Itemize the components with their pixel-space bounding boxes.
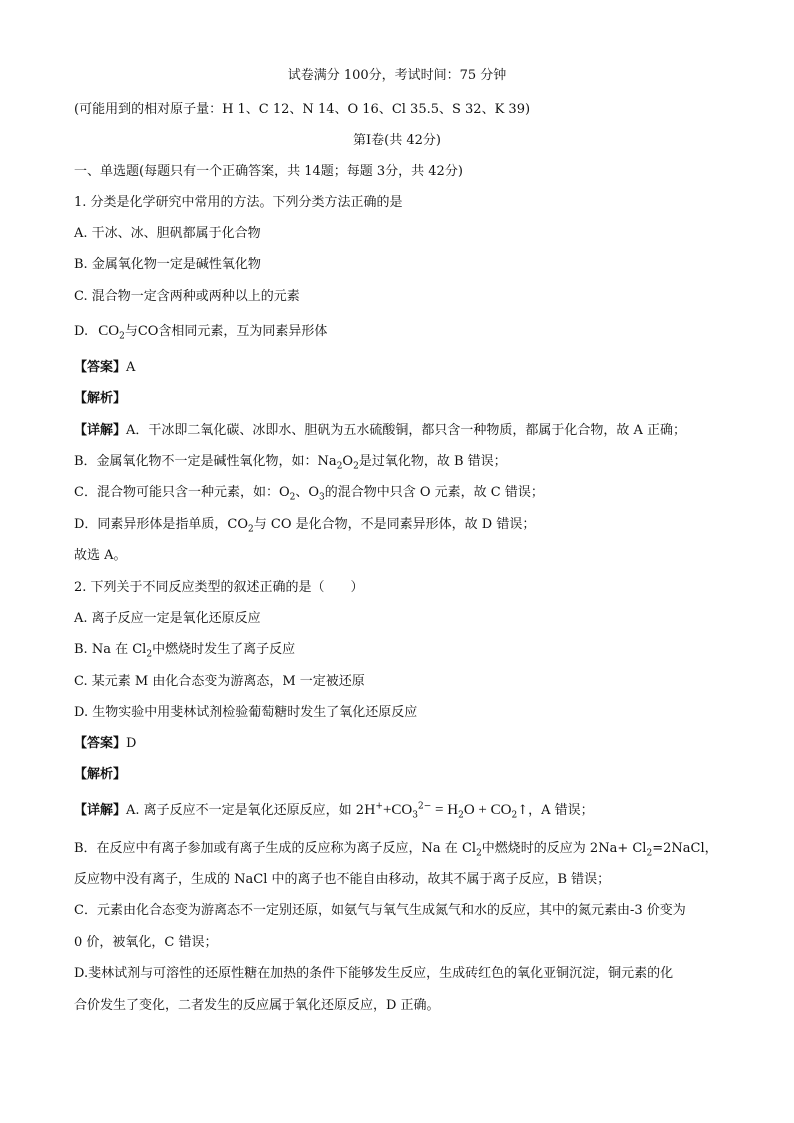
- q2-option-b-part2: 中燃烧时发生了离子反应: [152, 642, 296, 657]
- q1-detail-d-sub: 2: [248, 524, 254, 535]
- q2-detail-a-co3: +CO: [382, 802, 413, 818]
- q2-option-a: A. 离子反应一定是氧化还原反应: [74, 611, 261, 626]
- q1-answer-label: 【答案】: [74, 360, 127, 375]
- q2-detail-a: [74, 801, 594, 820]
- q2-detail-b: [74, 840, 718, 858]
- q1-detail-d-part2: 与 CO 是化合物，不是同素异形体，故 D 错误；: [253, 517, 536, 532]
- q1-detail-c-part3: 的混合物中只含 O 元素，故 C 错误；: [324, 485, 544, 500]
- q1-detail-b-part3: 是过氧化物，故 B 错误；: [358, 454, 507, 469]
- q1-detail-d: [74, 516, 535, 534]
- q1-detail-c-sub1: 2: [289, 492, 296, 503]
- q2-detail-b-part3: =2NaCl，: [652, 841, 718, 856]
- q1-detail-b-part2: O: [342, 454, 354, 469]
- q2-detail-label: 【详解】: [74, 803, 127, 818]
- q2-detail-a-sup-co3: 2−: [418, 801, 432, 812]
- q2-detail-a-o: O + CO: [463, 802, 512, 818]
- q2-detail-c: C．元素由化合态变为游离态不一定别还原，如氨气与氧气生成氮气和水的反应，其中的氮元素由-3 价变为: [74, 903, 686, 918]
- q2-option-b-sub: 2: [146, 649, 153, 660]
- atomic-mass-note: (可能用到的相对原子量：H 1、C 12、N 14、O 16、Cl 35.5、S 32、K 39): [74, 102, 531, 117]
- q1-answer: [74, 359, 135, 377]
- q1-stem: 1. 分类是化学研究中常用的方法。下列分类方法正确的是: [74, 195, 403, 210]
- q1-detail-c-sub2: 3: [319, 492, 325, 503]
- q2-detail-b-part2: 中燃烧时的反应为 2Na+ Cl: [481, 841, 647, 856]
- q2-option-b-part1: B. Na 在 Cl: [74, 642, 147, 657]
- q2-option-c: C. 某元素 M 由化合态变为游离态，M 一定被还原: [74, 674, 365, 689]
- q1-option-d-sub: 2: [119, 331, 125, 342]
- q2-detail-d-cont: 合价发生了变化，二者发生的反应属于氧化还原反应，D 正确。: [74, 998, 440, 1013]
- q2-answer-value: D: [126, 736, 137, 751]
- q1-option-b: B. 金属氧化物一定是碱性氧化物: [74, 257, 261, 272]
- q2-detail-b-part1: B．在反应中有离子参加或有离子生成的反应称为离子反应，Na 在 Cl: [74, 841, 477, 856]
- q2-detail-a-sub-co2: 2: [511, 810, 518, 821]
- q1-option-d-prefix: D.: [74, 324, 89, 339]
- q2-detail-d: D.斐林试剂与可溶性的还原性糖在加热的条件下能够发生反应，生成砖红色的氧化亚铜沉淀，铜元素的化: [74, 966, 674, 981]
- q1-detail-b-part1: B．金属氧化物不一定是碱性氧化物，如：Na: [74, 454, 337, 469]
- q2-detail-b-sub1: 2: [476, 848, 482, 859]
- q2-analysis-label: 【解析】: [74, 767, 127, 782]
- q1-detail-b-sub1: 2: [336, 461, 343, 472]
- q2-answer: [74, 735, 136, 753]
- q1-answer-value: A: [126, 360, 136, 375]
- q2-detail-a-arrow: ↑: [517, 803, 529, 818]
- q1-detail-d-part1: D．同素异形体是指单质，CO: [74, 517, 249, 532]
- q1-option-d-formula: CO: [98, 323, 120, 339]
- q2-detail-a-eq: = H: [431, 802, 459, 818]
- q1-detail-a-text: A．干冰即二氧化碳、冰即水、胆矾为五水硫酸铜，都只含一种物质，都属于化合物，故 A 正确；: [126, 423, 687, 438]
- q1-detail-c-part2: 、O: [295, 485, 320, 500]
- q2-detail-a-rest: ，A 错误；: [528, 803, 594, 818]
- q2-detail-a-sub-h2o: 2: [458, 810, 464, 821]
- q2-option-d: D. 生物实验中用斐林试剂检验葡萄糖时发生了氧化还原反应: [74, 705, 418, 720]
- q1-option-d-rest: 与CO含相同元素，互为同素异形体: [124, 324, 328, 339]
- q1-detail-b-sub2: 2: [353, 461, 359, 472]
- q2-detail-a-sub-co3: 3: [412, 810, 418, 821]
- q2-detail-c-cont: 0 价，被氧化，C 错误；: [74, 935, 218, 950]
- exam-info: 试卷满分 100分，考试时间：75 分钟: [287, 68, 507, 83]
- q2-answer-label: 【答案】: [74, 736, 127, 751]
- q2-detail-a-part1: A. 离子反应不一定是氧化还原反应，如 2H: [126, 803, 376, 818]
- q1-option-a: A. 干冰、冰、胆矾都属于化合物: [74, 226, 261, 241]
- q1-conclusion: 故选 A。: [74, 548, 127, 563]
- q2-stem: 2. 下列关于不同反应类型的叙述正确的是（ ）: [74, 580, 364, 595]
- q1-analysis-label: 【解析】: [74, 391, 127, 406]
- q2-option-b: [74, 641, 295, 659]
- q1-option-d: [74, 322, 327, 341]
- q2-detail-a-sup-h: +: [375, 801, 383, 812]
- q1-detail-label: 【详解】: [74, 423, 127, 438]
- q1-detail-a: [74, 422, 686, 440]
- q1-detail-c-part1: C．混合物可能只含一种元素，如：O: [74, 485, 290, 500]
- q1-detail-b: [74, 453, 507, 471]
- q2-detail-b-sub2: 2: [646, 848, 653, 859]
- q1-option-c: C. 混合物一定含两种或两种以上的元素: [74, 289, 300, 304]
- section-title: 一、单选题(每题只有一个正确答案，共 14题；每题 3分，共 42分): [74, 164, 463, 179]
- q1-detail-c: [74, 484, 544, 502]
- volume-title: 第Ⅰ卷(共 42分): [353, 133, 441, 148]
- q2-detail-b-cont: 反应物中没有离子，生成的 NaCl 中的离子也不能自由移动，故其不属于离子反应，B 错误；: [74, 872, 611, 887]
